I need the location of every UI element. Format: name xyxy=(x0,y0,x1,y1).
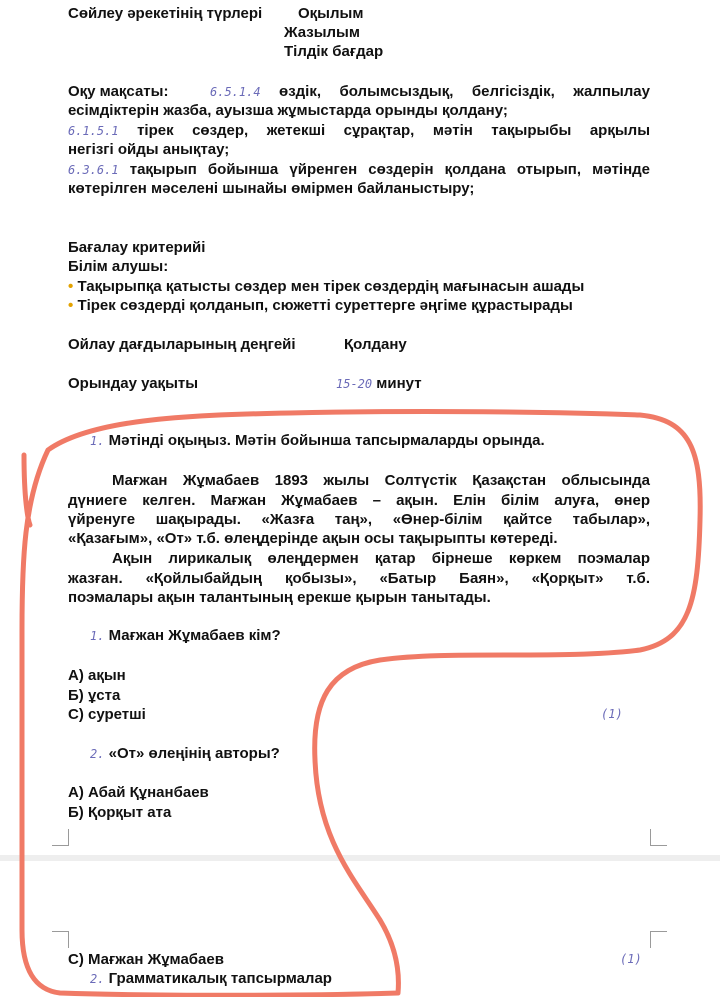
time-label: Орындау уақыты xyxy=(68,375,199,392)
page-separator xyxy=(0,855,720,861)
objective-3-line-1: 6.3.6.1 тақырып бойынша үйренген сөздерін қолдана отырып, мәтінде xyxy=(68,161,651,178)
q1-text: Мағжан Жұмабаев кім? xyxy=(108,627,281,644)
time-value: 15-20 xyxy=(336,377,373,391)
q2-option-c[interactable]: С) Мағжан Жұмабаев xyxy=(68,951,224,968)
page-corner-mark xyxy=(52,931,69,948)
q2-number: 2. xyxy=(90,747,105,761)
task1-heading xyxy=(90,431,545,451)
task1-number: 1. xyxy=(90,434,105,448)
page-corner-mark xyxy=(650,829,667,846)
task2-title: Грамматикалық тапсырмалар xyxy=(108,970,332,987)
task1-title: Мәтінді оқыңыз. Мәтін бойынша тапсырмаларды орында. xyxy=(108,432,545,449)
q2-option-b[interactable]: Б) Қорқыт ата xyxy=(68,804,172,821)
paragraph-line-5: Ақын лирикалық өлеңдермен қатар бірнеше көркем поэмалар xyxy=(112,550,650,567)
q2-score: (1) xyxy=(620,952,642,966)
paragraph-line-7: поэмалары ақын талантының ерекше қырын танытады. xyxy=(68,589,491,606)
q1-number: 1. xyxy=(90,629,105,643)
speech-type-language: Тілдік бағдар xyxy=(284,43,384,60)
objective-2-line-1: 6.1.5.1 тірек сөздер, жетекші сұрақтар, мәтін тақырыбы арқылы xyxy=(68,122,650,139)
objective-2-line-2: негізгі ойды анықтау; xyxy=(68,141,230,158)
criteria-item-1: • Тақырыпқа қатысты сөздер мен тірек сөздердің мағынасын ашады xyxy=(68,278,585,295)
time-unit: минут xyxy=(376,375,422,392)
paragraph-line-6: жазған. «Қойлыбайдың қобызы», «Батыр Баян», «Қорқыт» т.б. xyxy=(68,570,650,587)
thinking-value: Қолдану xyxy=(344,336,407,353)
paragraph-line-4: «Қазағым», «От» т.б. өлеңдерінде ақын осы тақырыпты көтереді. xyxy=(68,530,558,547)
objective-1-line-2: есімдіктерін жазба, ауызша жұмыстарда орынды қолдану; xyxy=(68,102,508,119)
task2-heading xyxy=(90,969,332,989)
page-corner-mark xyxy=(650,931,667,948)
task2-number: 2. xyxy=(90,972,105,986)
speech-type-reading: Оқылым xyxy=(298,5,364,22)
q1-option-b[interactable]: Б) ұста xyxy=(68,687,121,704)
speech-type-writing: Жазылым xyxy=(284,24,360,41)
q2-text: «От» өлеңінің авторы? xyxy=(108,745,280,762)
criteria-learner: Білім алушы: xyxy=(68,258,169,275)
page-corner-mark xyxy=(52,829,69,846)
q1-option-a[interactable]: А) ақын xyxy=(68,667,126,684)
thinking-label: Ойлау дағдыларының деңгейі xyxy=(68,336,296,353)
objective-1-line-1: 6.5.1.4 өздік, болымсыздық, белгісіздік, жалпылау xyxy=(210,83,650,100)
objective-3-code: 6.3.6.1 xyxy=(68,163,119,177)
criteria-title: Бағалау критерийі xyxy=(68,239,206,256)
paragraph-line-1: Мағжан Жұмабаев 1893 жылы Солтүстік Қазақстан облысында xyxy=(112,472,650,489)
paragraph-line-2: дүниеге келген. Мағжан Жұмабаев – ақын. Елін білім алуға, өнер xyxy=(68,492,650,509)
paragraph-line-3: үйренуге шақырады. «Жазға таң», «Өнер-білім қайтсе табылар», xyxy=(68,511,650,528)
objective-3-line-2: көтерілген мәселені шынайы өмірмен байланыстыру; xyxy=(68,180,475,197)
q1-score: (1) xyxy=(601,707,623,721)
q2-heading xyxy=(90,744,280,764)
criteria-item-2: • Тірек сөздерді қолданып, сюжетті суреттерге әңгіме құрастырады xyxy=(68,297,573,314)
speech-types-label: Сөйлеу әрекетінің түрлері xyxy=(68,5,263,22)
q2-option-a[interactable]: А) Абай Құнанбаев xyxy=(68,784,209,801)
objective-1-code: 6.5.1.4 xyxy=(210,85,261,99)
q1-option-c[interactable]: С) суретші xyxy=(68,706,146,723)
q1-heading xyxy=(90,626,281,646)
time-value-row xyxy=(336,374,422,394)
objective-2-code: 6.1.5.1 xyxy=(68,124,119,138)
objectives-label: Оқу мақсаты: xyxy=(68,83,169,100)
